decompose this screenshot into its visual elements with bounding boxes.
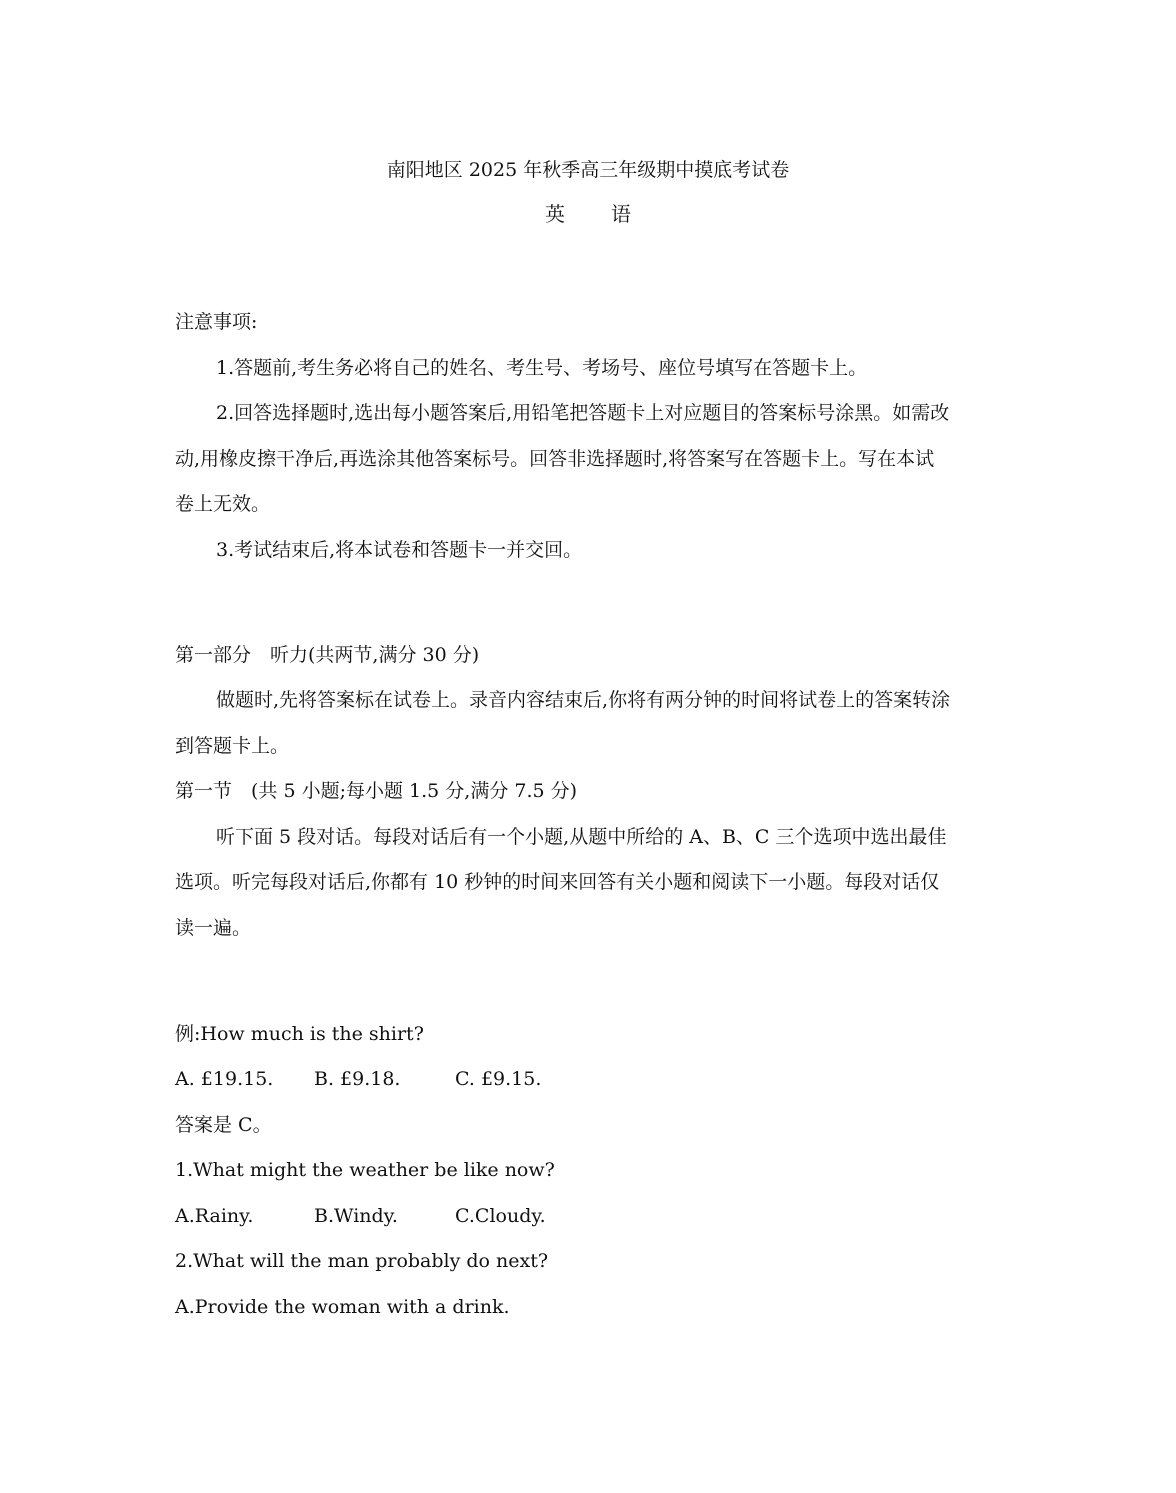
subject-char-left: 英 bbox=[545, 202, 565, 226]
notice-item-3: 3.考试结束后,将本试卷和答题卡一并交回。 bbox=[216, 539, 583, 561]
notice-item-2-line-2: 动,用橡皮擦干净后,再选涂其他答案标号。回答非选择题时,将答案写在答题卡上。写在本试 bbox=[175, 448, 935, 470]
example-question: 例:How much is the shirt? bbox=[175, 1023, 424, 1045]
example-option-c: C. £9.15. bbox=[455, 1068, 542, 1090]
part1-intro-line-1: 做题时,先将答案标在试卷上。录音内容结束后,你将有两分钟的时间将试卷上的答案转涂 bbox=[216, 689, 951, 711]
section1-instruction-line-1: 听下面 5 段对话。每段对话后有一个小题,从题中所给的 A、B、C 三个选项中选出最佳 bbox=[216, 826, 947, 848]
notice-item-2-line-3: 卷上无效。 bbox=[175, 493, 271, 515]
section1-heading: 第一节 (共 5 小题;每小题 1.5 分,满分 7.5 分) bbox=[175, 780, 578, 802]
question-1-option-c: C.Cloudy. bbox=[455, 1205, 546, 1227]
question-2: 2.What will the man probably do next? bbox=[175, 1250, 549, 1272]
example-option-a: A. £19.15. bbox=[175, 1068, 274, 1090]
notice-item-1: 1.答题前,考生务必将自己的姓名、考生号、考场号、座位号填写在答题卡上。 bbox=[216, 357, 868, 379]
section1-instruction-line-2: 选项。听完每段对话后,你都有 10 秒钟的时间来回答有关小题和阅读下一小题。每段对话仅 bbox=[175, 871, 940, 893]
section1-instruction-line-3: 读一遍。 bbox=[175, 917, 252, 939]
question-2-option-a: A.Provide the woman with a drink. bbox=[175, 1296, 510, 1318]
part1-intro-line-2: 到答题卡上。 bbox=[175, 735, 290, 757]
question-1: 1.What might the weather be like now? bbox=[175, 1159, 555, 1181]
example-answer: 答案是 C。 bbox=[175, 1114, 272, 1136]
notice-heading: 注意事项: bbox=[175, 311, 258, 333]
subject-char-right: 语 bbox=[611, 202, 631, 226]
question-1-option-b: B.Windy. bbox=[314, 1205, 398, 1227]
notice-item-2-line-1: 2.回答选择题时,选出每小题答案后,用铅笔把答题卡上对应题目的答案标号涂黑。如需改 bbox=[216, 402, 950, 424]
part1-heading: 第一部分 听力(共两节,满分 30 分) bbox=[175, 644, 480, 666]
exam-title: 南阳地区 2025 年秋季高三年级期中摸底考试卷 bbox=[386, 159, 790, 181]
question-1-option-a: A.Rainy. bbox=[175, 1205, 254, 1227]
example-option-b: B. £9.18. bbox=[314, 1068, 401, 1090]
subject-title bbox=[0, 202, 1176, 226]
